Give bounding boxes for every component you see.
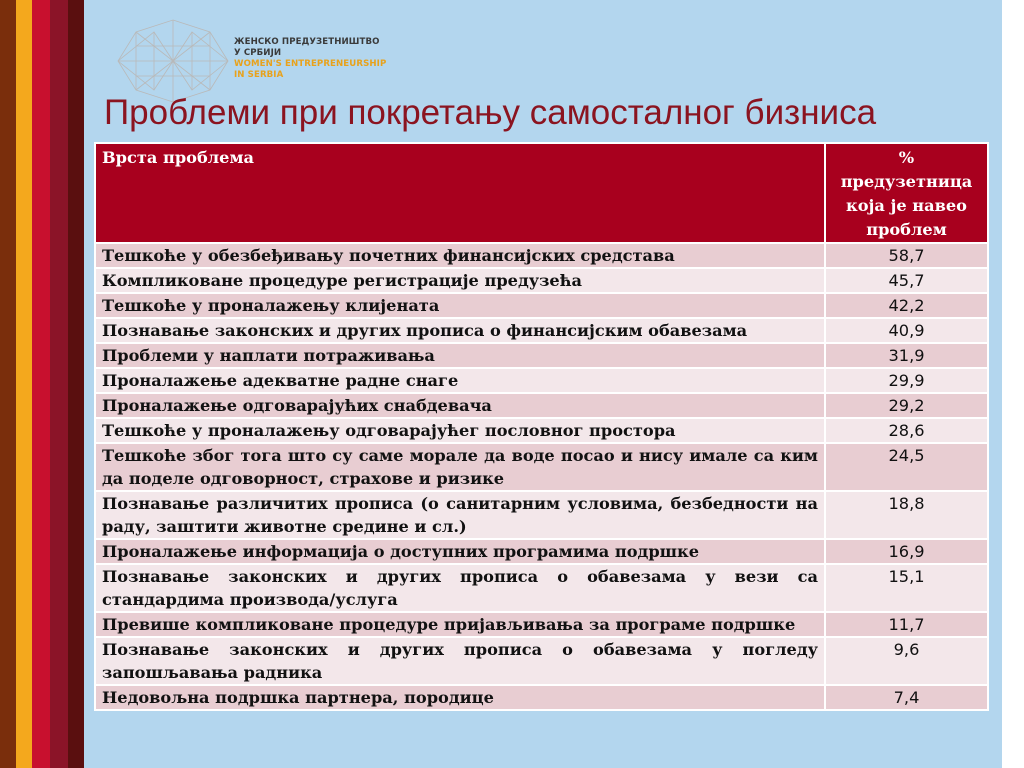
table-row xyxy=(95,564,988,612)
stripe-brown xyxy=(0,0,16,768)
table-row xyxy=(95,443,988,491)
problem-category: Проналажење информација о доступних програмима подршке xyxy=(95,539,825,564)
problem-percent: 9,6 xyxy=(825,637,988,685)
problem-category: Проналажење адекватне радне снаге xyxy=(95,368,825,393)
problem-percent: 16,9 xyxy=(825,539,988,564)
problem-percent: 18,8 xyxy=(825,491,988,539)
table-row xyxy=(95,318,988,343)
slide xyxy=(84,0,1002,768)
table-row xyxy=(95,612,988,637)
stripe-red xyxy=(32,0,50,768)
problem-percent: 15,1 xyxy=(825,564,988,612)
problem-percent: 45,7 xyxy=(825,268,988,293)
stripe-orange xyxy=(16,0,32,768)
problem-percent: 29,9 xyxy=(825,368,988,393)
problem-category: Проналажење одговарајућих снабдевача xyxy=(95,393,825,418)
problem-percent: 40,9 xyxy=(825,318,988,343)
problem-category: Компликоване процедуре регистрације предузећа xyxy=(95,268,825,293)
table-row xyxy=(95,491,988,539)
problem-category: Познавање различитих прописа (о санитарним условима, безбедности на раду, заштити животне средине и сл.) xyxy=(95,491,825,539)
problem-category: Тешкоће у проналажењу клијената xyxy=(95,293,825,318)
problem-percent: 24,5 xyxy=(825,443,988,491)
problem-percent: 58,7 xyxy=(825,243,988,268)
problem-category: Познавање законских и других прописа о финансијским обавезама xyxy=(95,318,825,343)
stripe-dark-maroon xyxy=(68,0,84,768)
problem-category: Тешкоће због тога што су саме морале да воде посао и нису имале са ким да поделе одговорност, страхове и ризике xyxy=(95,443,825,491)
table-row xyxy=(95,268,988,293)
table-row xyxy=(95,343,988,368)
table-row xyxy=(95,418,988,443)
table-row xyxy=(95,685,988,710)
table-row xyxy=(95,368,988,393)
problem-category: Познавање законских и других прописа о обавезама у погледу запошљавања радника xyxy=(95,637,825,685)
logo-line-4: IN SERBIA xyxy=(234,70,284,80)
problem-category: Тешкоће у обезбеђивању почетних финансијских средстава xyxy=(95,243,825,268)
table-row xyxy=(95,539,988,564)
problem-percent: 28,6 xyxy=(825,418,988,443)
slide-title: Проблеми при покретању самосталног бизниса xyxy=(104,93,877,132)
problem-category: Превише компликоване процедуре пријављивања за програме подршке xyxy=(95,612,825,637)
problem-percent: 42,2 xyxy=(825,293,988,318)
table-row xyxy=(95,293,988,318)
problem-percent: 7,4 xyxy=(825,685,988,710)
problem-percent: 29,2 xyxy=(825,393,988,418)
problem-category: Недовољна подршка партнера, породице xyxy=(95,685,825,710)
problem-category: Тешкоће у проналажењу одговарајућег пословног простора xyxy=(95,418,825,443)
table-header-row xyxy=(95,143,988,243)
problem-percent: 31,9 xyxy=(825,343,988,368)
problem-category: Проблеми у наплати потраживања xyxy=(95,343,825,368)
header-category: Врста проблема xyxy=(95,143,825,243)
problem-percent: 11,7 xyxy=(825,612,988,637)
decorative-stripes xyxy=(0,0,84,768)
logo-line-1: ЖЕНСКО ПРЕДУЗЕТНИШТВО xyxy=(234,37,380,47)
header-percent: % предузетница која је навео проблем xyxy=(825,143,988,243)
logo-geometric-icon xyxy=(110,18,236,104)
table-row xyxy=(95,393,988,418)
table-row xyxy=(95,637,988,685)
problems-table xyxy=(94,142,989,711)
table-row xyxy=(95,243,988,268)
stripe-crimson xyxy=(50,0,68,768)
logo-line-2: У СРБИЈИ xyxy=(234,48,282,58)
problem-category: Познавање законских и других прописа о обавезама у вези са стандардима производа/услуга xyxy=(95,564,825,612)
logo-text xyxy=(234,37,386,81)
logo-line-3: WOMEN'S ENTREPRENEURSHIP xyxy=(234,59,387,69)
